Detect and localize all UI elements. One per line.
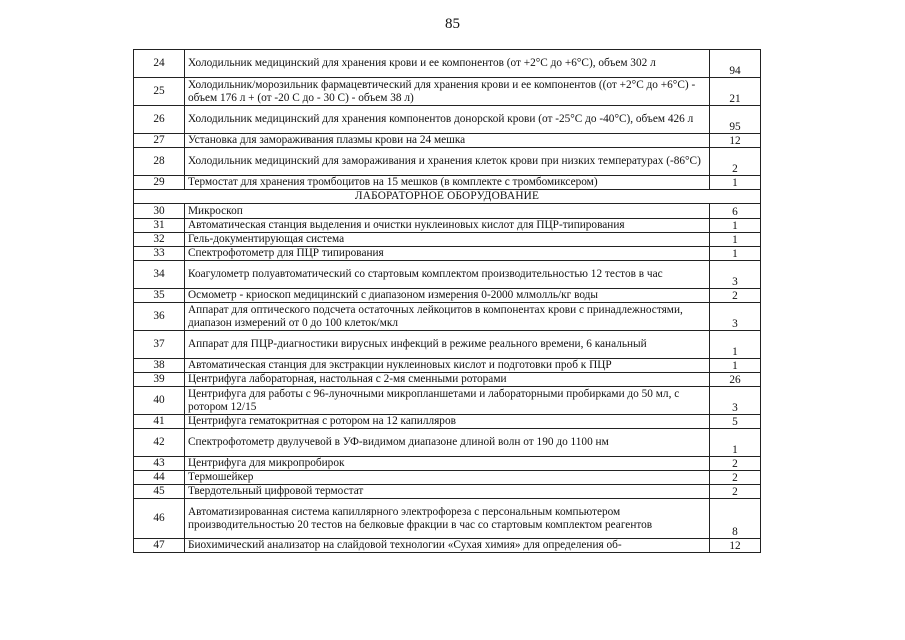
equipment-table-top [134,50,761,190]
table-row [134,331,761,359]
equipment-quantity: 1 [710,247,761,261]
equipment-quantity: 95 [710,106,761,134]
row-number: 45 [134,485,185,499]
equipment-name: Холодильник медицинский для хранения крови и ее компонентов (от +2°С до +6°С), объем 302 л [185,50,710,78]
equipment-name: Гель-документирующая система [185,233,710,247]
equipment-name: Спектрофотометр двулучевой в УФ-видимом диапазоне длиной волн от 190 до 1100 нм [185,429,710,457]
table-row [134,457,761,471]
row-number: 35 [134,289,185,303]
equipment-quantity: 3 [710,303,761,331]
page-number: 85 [445,16,460,32]
row-number: 31 [134,219,185,233]
equipment-name: Холодильник медицинский для хранения компонентов донорской крови (от -25°С до -40°С), объем 426 л [185,106,710,134]
equipment-quantity: 5 [710,415,761,429]
table-row [134,233,761,247]
row-number: 46 [134,499,185,539]
table-row [134,204,761,219]
equipment-quantity: 26 [710,373,761,387]
table-row [134,373,761,387]
equipment-name: Автоматическая станция выделения и очистки нуклеиновых кислот для ПЦР-типирования [185,219,710,233]
table-row [134,219,761,233]
table-row [134,289,761,303]
equipment-name: Центрифуга гематокритная с ротором на 12 капилляров [185,415,710,429]
row-number: 32 [134,233,185,247]
table-row [134,106,761,134]
equipment-quantity: 2 [710,471,761,485]
equipment-quantity: 2 [710,148,761,176]
row-number: 28 [134,148,185,176]
equipment-name: Аппарат для ПЦР-диагностики вирусных инфекций в режиме реального времени, 6 канальный [185,331,710,359]
equipment-quantity: 1 [710,331,761,359]
equipment-name: Коагулометр полуавтоматический со стартовым комплектом производительностью 12 тестов в час [185,261,710,289]
equipment-name: Аппарат для оптического подсчета остаточных лейкоцитов в компонентах крови с принадлежностями, диапазон измерений от 0 до 100 клеток/мкл [185,303,710,331]
equipment-name: Биохимический анализатор на слайдовой технологии «Сухая химия» для определения об- [185,539,710,553]
row-number: 34 [134,261,185,289]
row-number: 43 [134,457,185,471]
section-row [134,190,761,204]
equipment-quantity: 6 [710,204,761,219]
row-number: 47 [134,539,185,553]
row-number: 41 [134,415,185,429]
row-number: 24 [134,50,185,78]
equipment-name: Центрифуга лабораторная, настольная с 2-мя сменными роторами [185,373,710,387]
row-number: 30 [134,204,185,219]
row-number: 36 [134,303,185,331]
equipment-name: Твердотельный цифровой термостат [185,485,710,499]
equipment-quantity: 3 [710,261,761,289]
table-row [134,359,761,373]
table-row [134,134,761,148]
table-row [134,485,761,499]
table-row [134,303,761,331]
table-row [134,387,761,415]
row-number: 39 [134,373,185,387]
equipment-quantity: 21 [710,78,761,106]
equipment-table-section [134,190,761,204]
table-row [134,247,761,261]
row-number: 25 [134,78,185,106]
row-number: 26 [134,106,185,134]
row-number: 38 [134,359,185,373]
equipment-table-lab [134,204,761,553]
table-row [134,148,761,176]
row-number: 27 [134,134,185,148]
row-number: 29 [134,176,185,190]
row-number: 33 [134,247,185,261]
equipment-quantity: 1 [710,429,761,457]
equipment-name: Центрифуга для работы с 96-луночными микропланшетами и лабораторными пробирками до 50 мл, с ротором 12/15 [185,387,710,415]
equipment-name: Осмометр - криоскоп медицинский с диапазоном измерения 0-2000 млмолль/кг воды [185,289,710,303]
table-row [134,78,761,106]
row-number: 44 [134,471,185,485]
table-row [134,415,761,429]
row-number: 40 [134,387,185,415]
row-number: 42 [134,429,185,457]
equipment-quantity: 12 [710,539,761,553]
equipment-name: Термостат для хранения тромбоцитов на 15 мешков (в комплекте с тромбомиксером) [185,176,710,190]
equipment-quantity: 1 [710,233,761,247]
equipment-quantity: 8 [710,499,761,539]
equipment-name: Термошейкер [185,471,710,485]
equipment-quantity: 94 [710,50,761,78]
table-row [134,471,761,485]
table-row [134,429,761,457]
equipment-quantity: 2 [710,457,761,471]
table-row [134,499,761,539]
equipment-quantity: 1 [710,359,761,373]
table-row [134,539,761,553]
equipment-quantity: 12 [710,134,761,148]
equipment-name: Центрифуга для микропробирок [185,457,710,471]
equipment-name: Микроскоп [185,204,710,219]
equipment-quantity: 3 [710,387,761,415]
table-row [134,50,761,78]
equipment-name: Установка для замораживания плазмы крови на 24 мешка [185,134,710,148]
table-row [134,261,761,289]
table-row [134,176,761,190]
equipment-quantity: 1 [710,219,761,233]
equipment-name: Автоматизированная система капиллярного электрофореза с персональным компьютером производительностью 20 тестов на белковые фракции в час со стартовым комплектом реагентов [185,499,710,539]
equipment-name: Спектрофотометр для ПЦР типирования [185,247,710,261]
equipment-quantity: 1 [710,176,761,190]
section-heading-lab: ЛАБОРАТОРНОЕ ОБОРУДОВАНИЕ [134,190,761,204]
equipment-quantity: 2 [710,289,761,303]
row-number: 37 [134,331,185,359]
equipment-quantity: 2 [710,485,761,499]
equipment-name: Автоматическая станция для экстракции нуклеиновых кислот и подготовки проб к ПЦР [185,359,710,373]
equipment-table [133,49,761,553]
equipment-name: Холодильник/морозильник фармацевтический для хранения крови и ее компонентов ((от +2°С до +6°С) - объем 176 л + (от -20 С до - 30 С) - объем 38 л) [185,78,710,106]
equipment-name: Холодильник медицинский для замораживания и хранения клеток крови при низких температурах (-86°С) [185,148,710,176]
